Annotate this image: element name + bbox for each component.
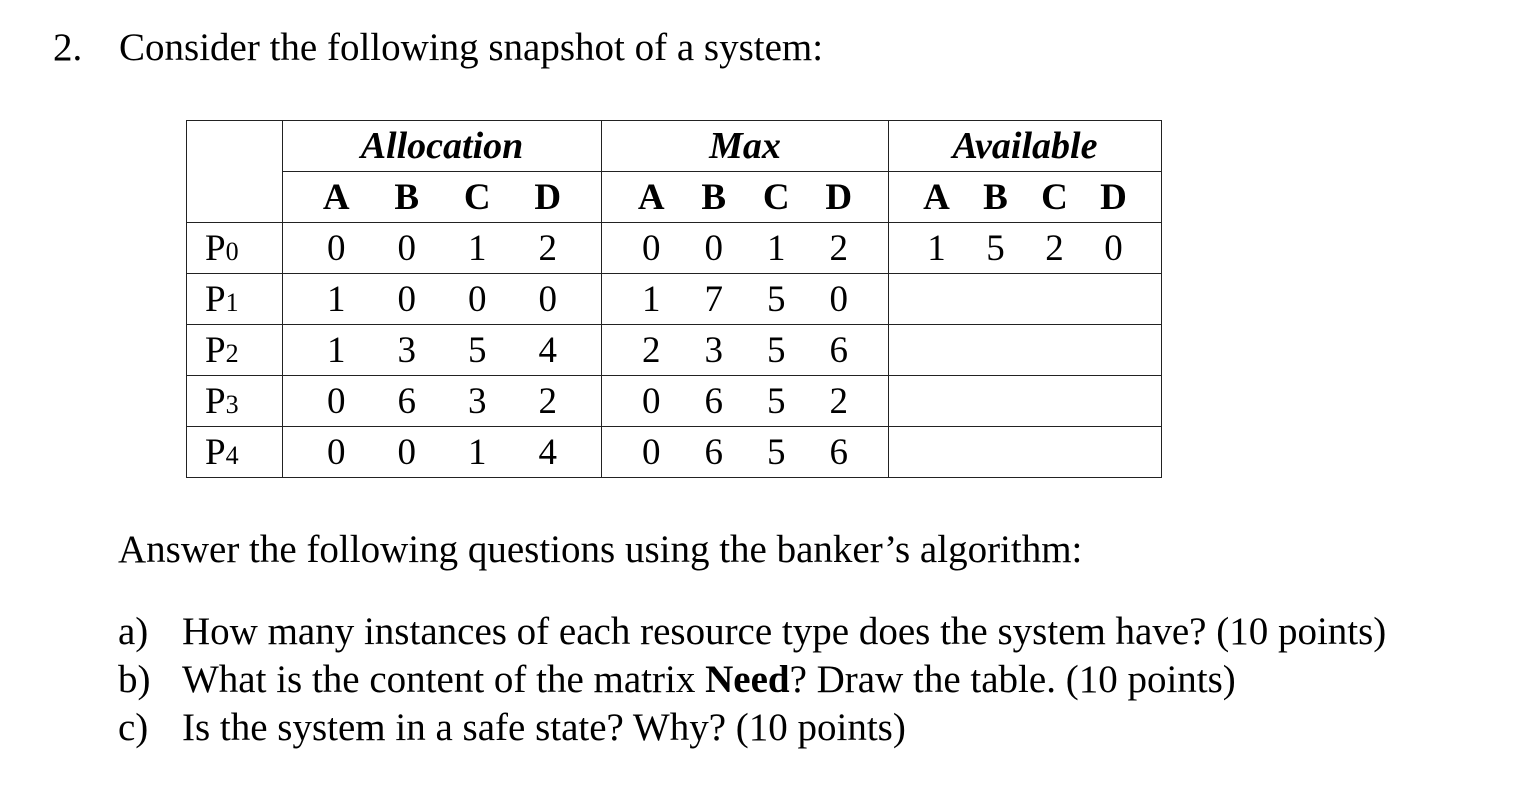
letter: B: [394, 176, 420, 218]
item-label: a): [118, 610, 149, 653]
available-letters: [889, 172, 1162, 223]
letter: A: [322, 176, 350, 218]
max-value: 0: [642, 227, 661, 269]
process-name-cell: [187, 427, 283, 478]
letter: C: [463, 176, 491, 218]
process-name-cell: [187, 376, 283, 427]
max-value: 0: [704, 227, 723, 269]
process-index: 0: [225, 236, 239, 266]
process-index: 3: [225, 389, 239, 419]
max-value: 0: [829, 278, 848, 320]
letter: C: [1041, 176, 1068, 218]
available-cell: [889, 325, 1162, 376]
allocation-value: 6: [397, 380, 416, 422]
max-cell: [602, 376, 889, 427]
letter: B: [983, 176, 1008, 218]
process-header-cell: [187, 121, 283, 223]
available-header: Available: [889, 121, 1162, 172]
available-value: 0: [1104, 227, 1123, 269]
process-name-cell: [187, 223, 283, 274]
question-item-b: [118, 656, 1386, 704]
max-cell: [602, 325, 889, 376]
available-value: 1: [927, 227, 946, 269]
available-cell: [889, 376, 1162, 427]
process-row: [187, 427, 1162, 478]
letter: D: [1100, 176, 1127, 218]
question-prompt: Consider the following snapshot of a system:: [119, 26, 824, 69]
process-row: [187, 274, 1162, 325]
group-header-row: [187, 121, 1162, 172]
process-name: P: [205, 431, 226, 473]
question-item-a: [118, 608, 1386, 656]
allocation-value: 2: [538, 227, 557, 269]
process-name: P: [205, 380, 226, 422]
process-row: [187, 325, 1162, 376]
available-cell: [889, 427, 1162, 478]
max-value: 6: [704, 380, 723, 422]
letter: D: [825, 176, 853, 218]
question-number: 2.: [53, 26, 83, 69]
allocation-cell: [283, 325, 602, 376]
allocation-header: Allocation: [283, 121, 602, 172]
allocation-cell: [283, 274, 602, 325]
resource-letters-row: [187, 172, 1162, 223]
allocation-value: 0: [397, 431, 416, 473]
allocation-value: 0: [468, 278, 487, 320]
max-value: 0: [642, 380, 661, 422]
process-name: P: [205, 329, 226, 371]
max-value: 7: [704, 278, 723, 320]
allocation-value: 1: [468, 431, 487, 473]
available-cell: [889, 223, 1162, 274]
max-value: 2: [829, 227, 848, 269]
allocation-value: 0: [397, 227, 416, 269]
max-value: 5: [767, 380, 786, 422]
max-value: 5: [767, 278, 786, 320]
max-value: 1: [767, 227, 786, 269]
process-row: [187, 223, 1162, 274]
process-index: 2: [225, 338, 239, 368]
max-value: 6: [829, 329, 848, 371]
process-index: 4: [225, 440, 239, 470]
allocation-value: 0: [327, 431, 346, 473]
allocation-value: 2: [538, 380, 557, 422]
item-bold-term: Need: [705, 658, 790, 701]
item-label: c): [118, 706, 149, 749]
allocation-value: 1: [327, 278, 346, 320]
max-cell: [602, 223, 889, 274]
max-value: 3: [704, 329, 723, 371]
max-value: 1: [642, 278, 661, 320]
max-cell: [602, 427, 889, 478]
process-name: P: [205, 227, 226, 269]
max-value: 6: [829, 431, 848, 473]
allocation-value: 3: [397, 329, 416, 371]
allocation-cell: [283, 376, 602, 427]
allocation-value: 0: [327, 380, 346, 422]
max-letters: [602, 172, 889, 223]
process-name: P: [205, 278, 226, 320]
allocation-cell: [283, 427, 602, 478]
process-row: [187, 376, 1162, 427]
max-value: 5: [767, 329, 786, 371]
max-value: 0: [642, 431, 661, 473]
item-text: Is the system in a safe state? Why? (10 points): [182, 706, 906, 749]
allocation-value: 4: [538, 431, 557, 473]
process-name-cell: [187, 274, 283, 325]
letter: B: [701, 176, 727, 218]
available-value: 2: [1045, 227, 1064, 269]
allocation-value: 1: [327, 329, 346, 371]
process-name-cell: [187, 325, 283, 376]
item-text: What is the content of the matrix: [182, 658, 706, 701]
instructions: Answer the following questions using the banker’s algorithm:: [118, 528, 1083, 571]
max-value: 2: [642, 329, 661, 371]
available-value: 5: [986, 227, 1005, 269]
allocation-value: 0: [397, 278, 416, 320]
available-cell: [889, 274, 1162, 325]
letter: D: [534, 176, 562, 218]
question-item-c: [118, 704, 1386, 752]
process-index: 1: [225, 287, 239, 317]
question-list: [118, 608, 1386, 752]
allocation-cell: [283, 223, 602, 274]
allocation-value: 4: [538, 329, 557, 371]
snapshot-table: [186, 120, 1162, 478]
max-cell: [602, 274, 889, 325]
letter: C: [762, 176, 790, 218]
item-text-after: ? Draw the table. (10 points): [789, 658, 1236, 701]
allocation-value: 3: [468, 380, 487, 422]
letter: A: [637, 176, 665, 218]
max-value: 2: [829, 380, 848, 422]
allocation-value: 0: [538, 278, 557, 320]
question-heading: [53, 22, 823, 74]
allocation-value: 0: [327, 227, 346, 269]
allocation-letters: [283, 172, 602, 223]
max-header: Max: [602, 121, 889, 172]
allocation-value: 1: [468, 227, 487, 269]
allocation-value: 5: [468, 329, 487, 371]
max-value: 6: [704, 431, 723, 473]
item-text: How many instances of each resource type does the system have? (10 points): [182, 610, 1387, 653]
letter: A: [923, 176, 950, 218]
item-label: b): [118, 658, 151, 701]
max-value: 5: [767, 431, 786, 473]
